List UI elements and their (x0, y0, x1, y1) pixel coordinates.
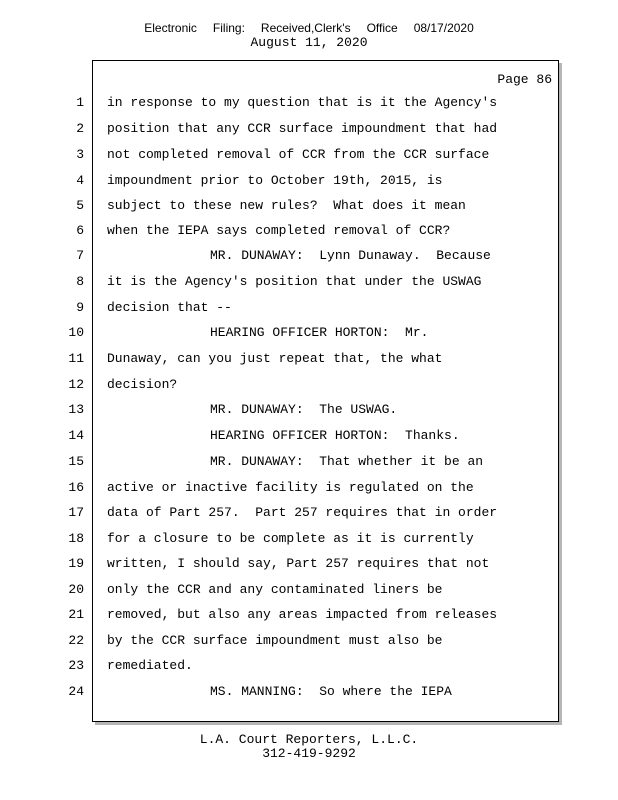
line-number: 14 (68, 428, 84, 443)
line-number: 16 (68, 480, 84, 495)
line-number: 5 (76, 198, 84, 213)
line-text: active or inactive facility is regulated on the (107, 480, 474, 495)
line-number: 12 (68, 377, 84, 392)
line-text: for a closure to be complete as it is currently (107, 531, 474, 546)
line-text: data of Part 257. Part 257 requires that in order (107, 505, 498, 520)
reporter-company: L.A. Court Reporters, L.L.C. (199, 732, 419, 747)
stamp-filing: Filing: (212, 21, 245, 35)
stamp-office: Office (366, 21, 398, 35)
line-number: 13 (68, 402, 84, 417)
filing-stamp (0, 21, 618, 35)
line-number: 17 (68, 505, 84, 520)
line-number: 3 (76, 147, 84, 162)
line-number: 18 (68, 531, 84, 546)
line-number: 10 (68, 325, 84, 340)
line-text: MR. DUNAWAY: The USWAG. (210, 402, 398, 417)
line-number: 20 (68, 582, 84, 597)
line-text: MR. DUNAWAY: That whether it be an (210, 454, 484, 469)
line-number: 6 (76, 223, 84, 238)
line-number: 2 (76, 121, 84, 136)
line-text: only the CCR and any contaminated liners be (107, 582, 443, 597)
line-text: decision that -- (107, 300, 232, 315)
line-number: 4 (76, 173, 84, 188)
line-number: 7 (76, 248, 84, 263)
line-number: 21 (68, 607, 84, 622)
line-text: written, I should say, Part 257 requires that not (107, 556, 490, 571)
line-text: MS. MANNING: So where the IEPA (210, 684, 452, 699)
page-footer (0, 733, 618, 761)
line-text: when the IEPA says completed removal of CCR? (107, 223, 451, 238)
line-number: 15 (68, 454, 84, 469)
line-number: 24 (68, 684, 84, 699)
line-text: in response to my question that is it the Agency's (107, 95, 498, 110)
line-text: by the CCR surface impoundment must also be (107, 633, 443, 648)
line-text: subject to these new rules? What does it mean (107, 198, 466, 213)
line-number: 11 (68, 351, 84, 366)
line-text: HEARING OFFICER HORTON: Mr. (210, 325, 429, 340)
line-text: MR. DUNAWAY: Lynn Dunaway. Because (210, 248, 491, 263)
line-number: 9 (76, 300, 84, 315)
stamp-electronic: Electronic (144, 21, 197, 35)
stamp-date: 08/17/2020 (413, 21, 474, 35)
line-number: 8 (76, 274, 84, 289)
line-text: removed, but also any areas impacted from releases (107, 607, 498, 622)
stamp-received: Received,Clerk's (260, 21, 351, 35)
line-number: 22 (68, 633, 84, 648)
line-text: remediated. (107, 658, 193, 673)
line-text: decision? (107, 377, 178, 392)
reporter-phone: 312-419-9292 (262, 746, 356, 761)
line-text: Dunaway, can you just repeat that, the what (107, 351, 443, 366)
line-number: 1 (76, 95, 84, 110)
hearing-date: August 11, 2020 (250, 35, 368, 50)
line-text: impoundment prior to October 19th, 2015, is (107, 173, 443, 188)
line-text: it is the Agency's position that under the USWAG (107, 274, 482, 289)
page-number: Page 86 (497, 72, 552, 87)
line-text: HEARING OFFICER HORTON: Thanks. (210, 428, 460, 443)
line-text: not completed removal of CCR from the CCR surface (107, 147, 490, 162)
line-text: position that any CCR surface impoundment that had (107, 121, 498, 136)
line-number: 19 (68, 556, 84, 571)
line-number: 23 (68, 658, 84, 673)
